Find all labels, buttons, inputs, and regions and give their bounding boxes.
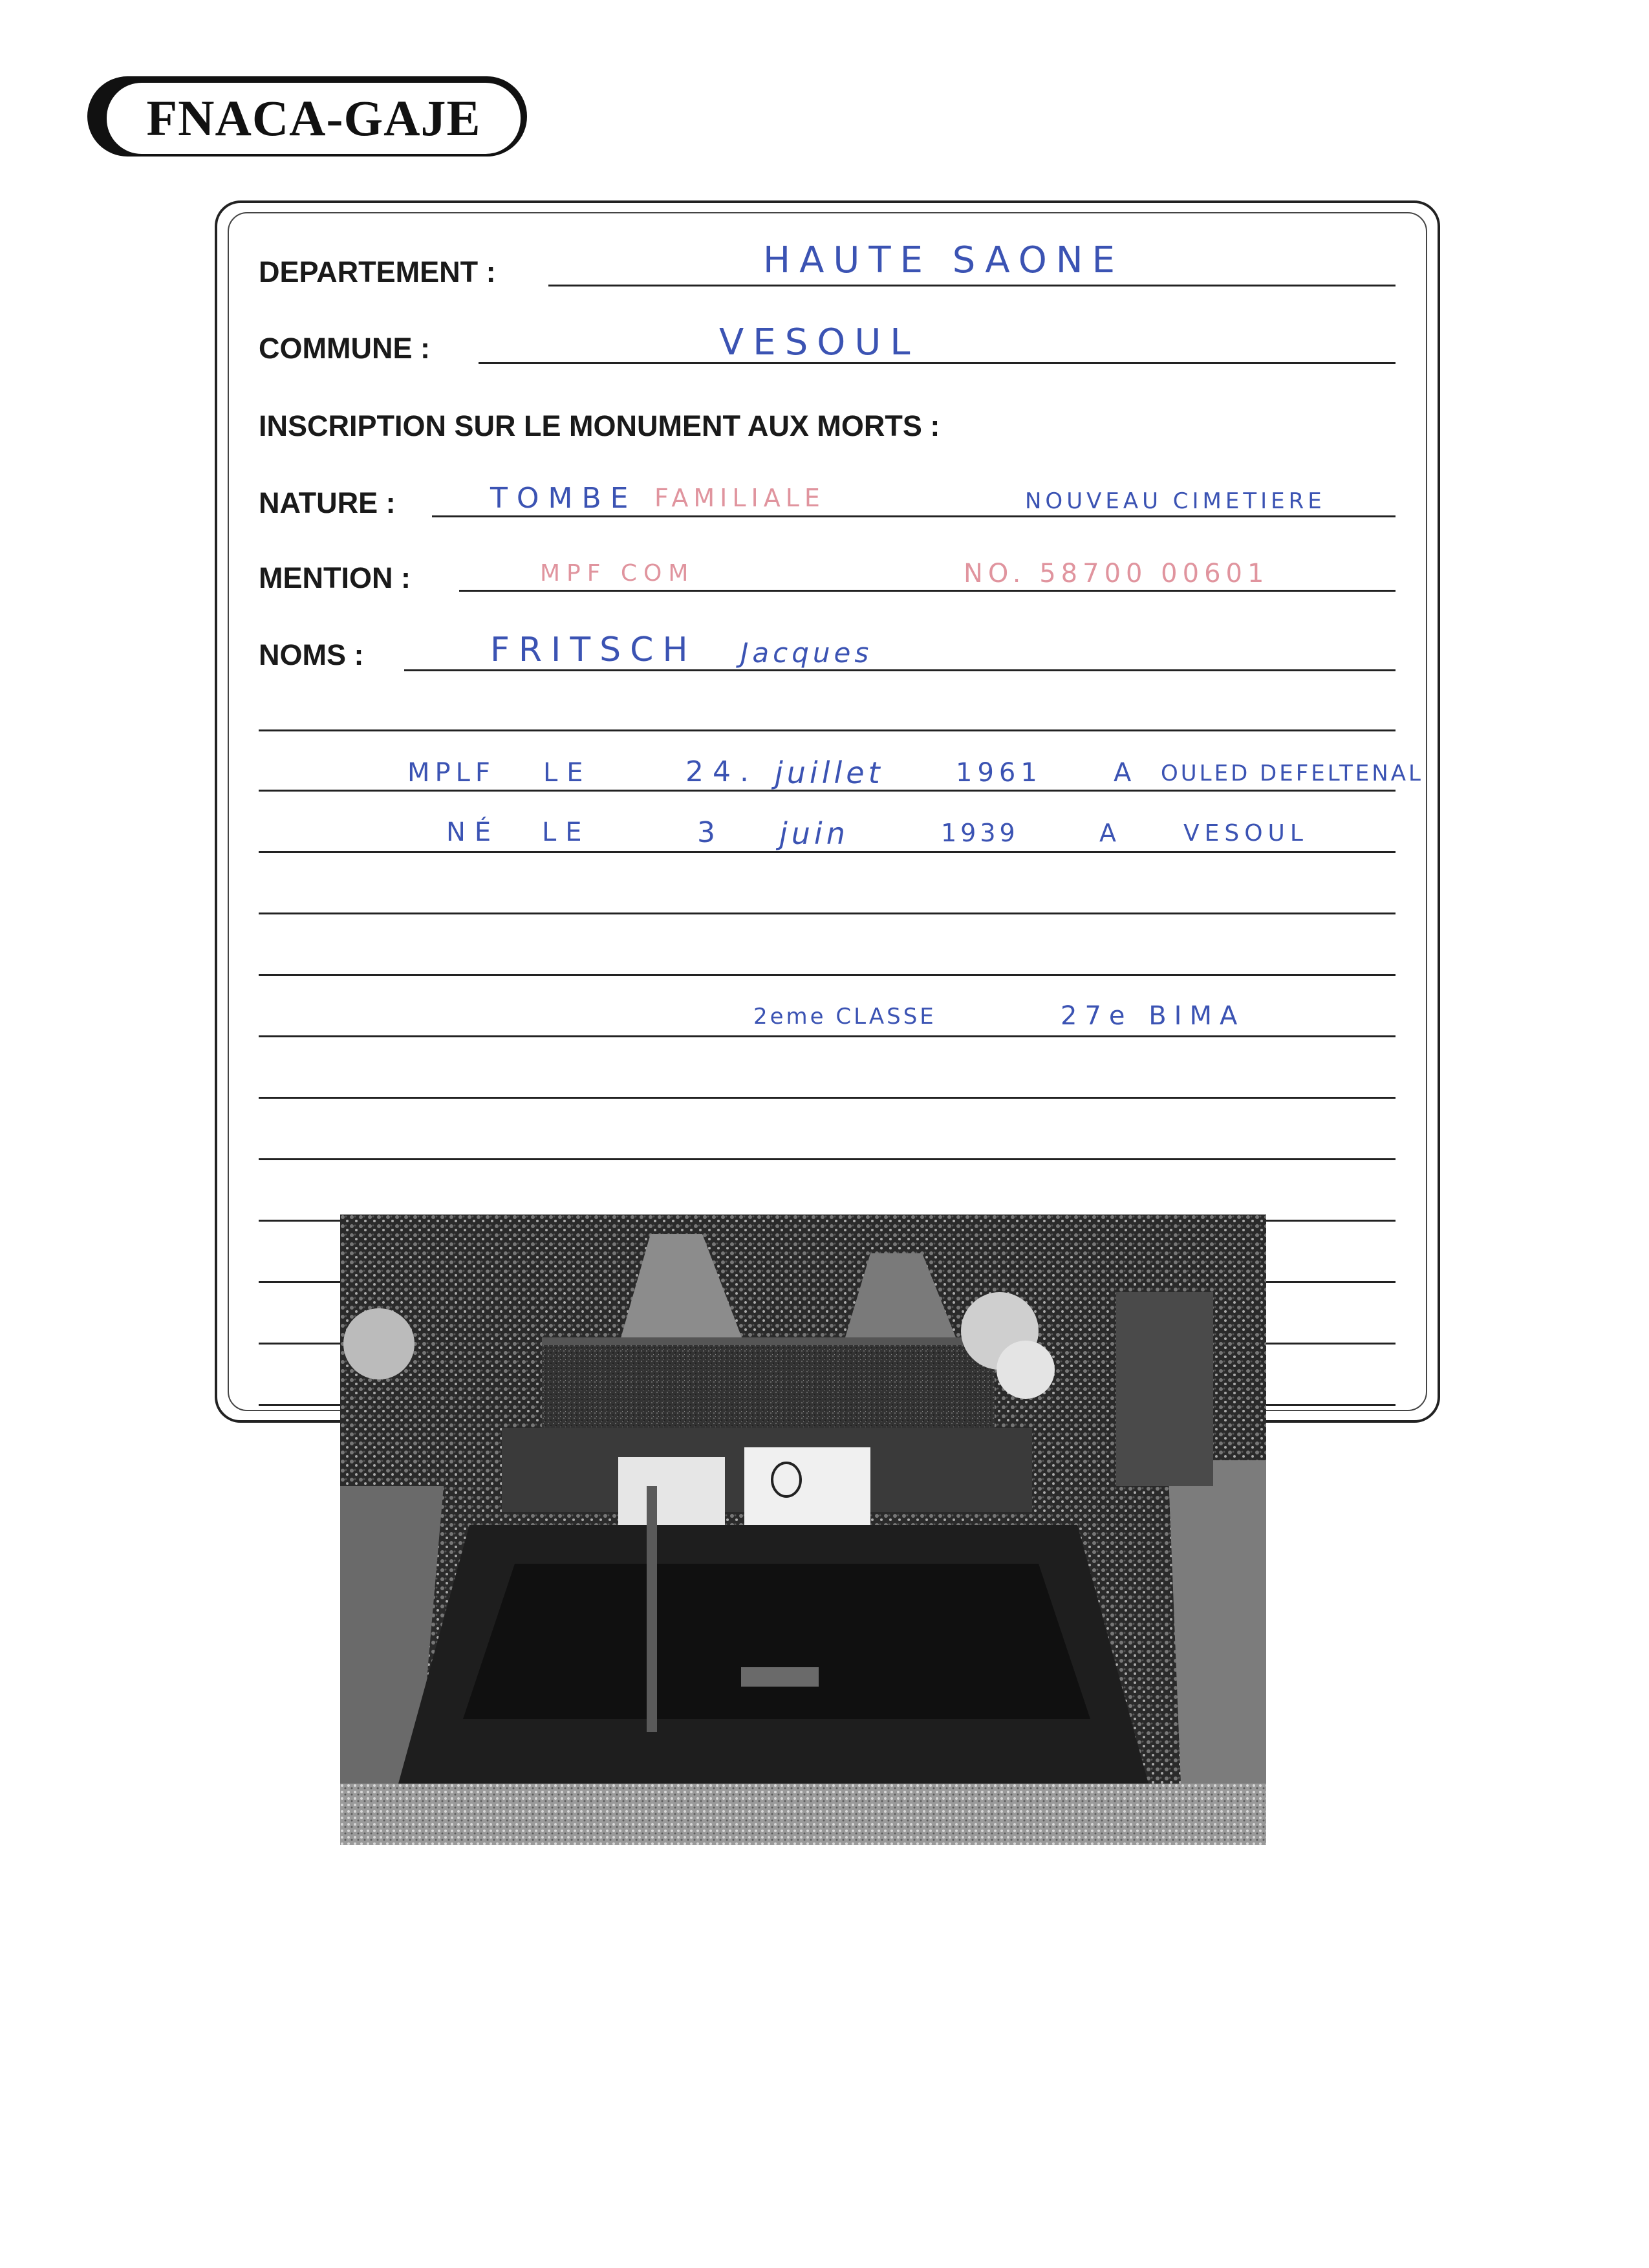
mention-ref: NO. 58700 00601 (964, 559, 1269, 589)
birth-a: A (1099, 819, 1125, 847)
logo-plate (104, 80, 523, 157)
commune-value: VESOUL (719, 321, 920, 363)
nature-note: NOUVEAU CIMETIERE (1025, 488, 1326, 514)
noms-firstname: Jacques (740, 637, 873, 669)
mention-label: MENTION : (259, 561, 411, 594)
form-rule (259, 1158, 1396, 1160)
form-rule (259, 1035, 1396, 1037)
noms-rule (404, 669, 1396, 671)
birth-place: VESOUL (1183, 820, 1308, 847)
inscription-label: INSCRIPTION SUR LE MONUMENT AUX MORTS : (259, 409, 940, 442)
departement-label: DEPARTEMENT : (259, 255, 496, 288)
nature-value: TOMBE (490, 482, 638, 515)
form-rule (259, 729, 1396, 731)
rank-value: 2eme CLASSE (753, 1004, 936, 1030)
nature-rule (432, 515, 1396, 517)
commune-rule (479, 362, 1396, 364)
unit-value: 27e BIMA (1061, 1001, 1245, 1031)
form-rule (259, 1097, 1396, 1099)
death-abbrev: MPLF (407, 758, 495, 788)
birth-month: juin (779, 816, 849, 851)
death-a: A (1114, 758, 1141, 788)
nature-value-extra: FAMILIALE (654, 484, 825, 512)
death-month: juillet (775, 755, 884, 790)
commune-label: COMMUNE : (259, 332, 430, 365)
birth-abbrev: NÉ (446, 817, 501, 847)
form-rule (259, 913, 1396, 914)
death-place: OULED DEFELTENAL (1161, 761, 1423, 786)
logo-text: FNACA-GAJE (146, 90, 481, 146)
birth-year: 1939 (941, 819, 1019, 847)
birth-day: 3 (697, 816, 724, 849)
departement-rule (548, 285, 1396, 286)
death-day: 24. (685, 755, 758, 788)
form-rule (259, 974, 1396, 976)
fnaca-gaje-logo (87, 76, 527, 162)
noms-lastname: FRITSCH (490, 631, 697, 669)
death-le: LE (543, 758, 592, 788)
grave-photo-image (340, 1215, 1266, 1845)
death-year: 1961 (956, 758, 1042, 788)
grave-photo (340, 1215, 1266, 1845)
nature-label: NATURE : (259, 486, 396, 519)
form-rule (259, 851, 1396, 853)
mention-value: MPF COM (540, 560, 695, 587)
mention-rule (459, 590, 1396, 592)
birth-le: LE (542, 817, 591, 847)
noms-label: NOMS : (259, 638, 364, 671)
departement-value: HAUTE SAONE (763, 239, 1125, 281)
